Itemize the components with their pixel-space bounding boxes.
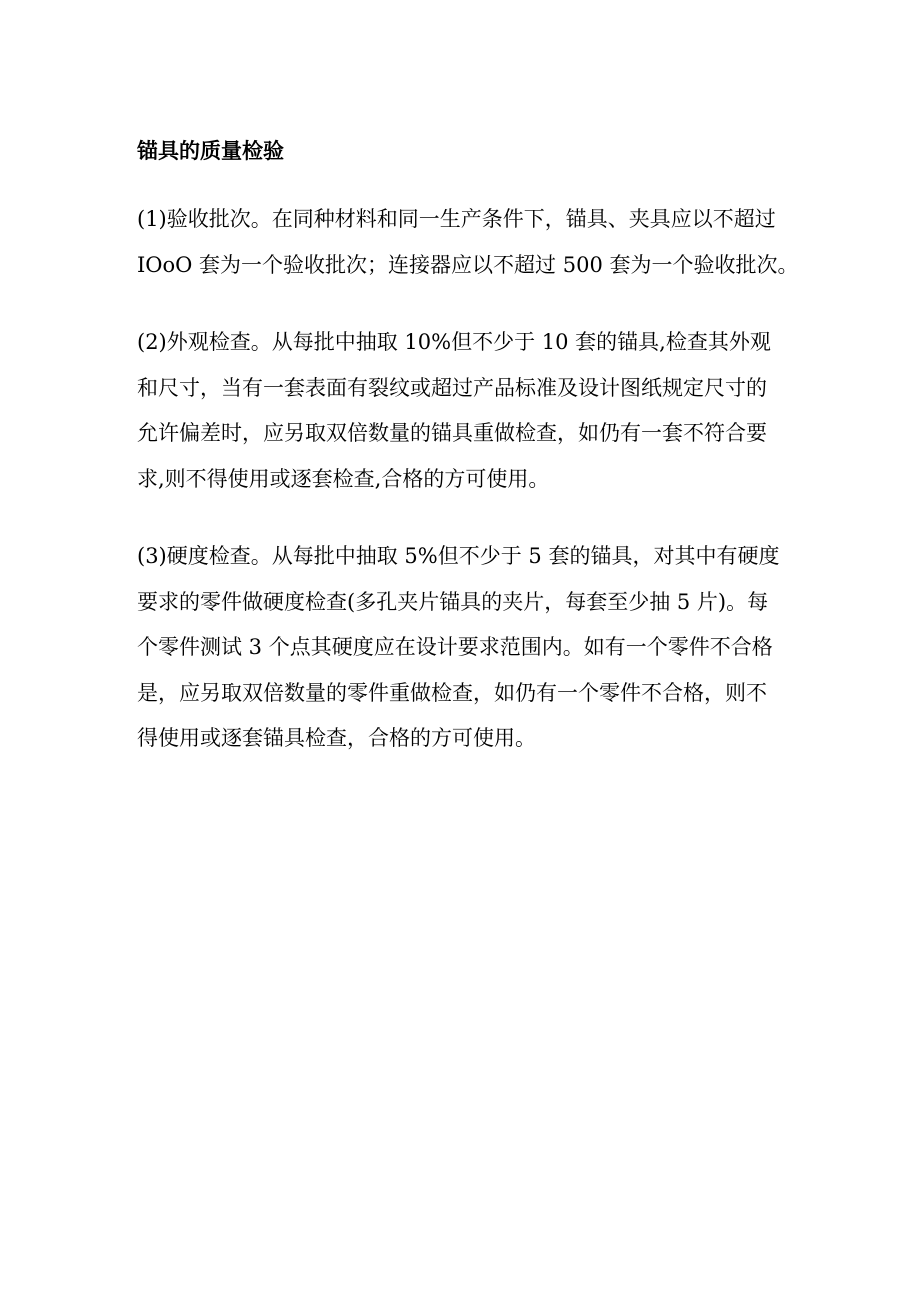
paragraph-line: IOoO 套为一个验收批次；连接器应以不超过 500 套为一个验收批次。	[137, 252, 799, 277]
paragraph-line: 得使用或逐套锚具检查，合格的方可使用。	[137, 726, 536, 750]
paragraph-line: 和尺寸，当有一套表面有裂纹或超过产品标准及设计图纸规定尺寸的	[137, 375, 767, 400]
paragraph-line: 求,则不得使用或逐套检查,合格的方可使用。	[137, 466, 550, 491]
paragraph-line: 允许偏差时，应另取双倍数量的锚具重做检查，如仍有一套不符合要	[137, 421, 767, 445]
paragraph-line: 要求的零件做硬度检查(多孔夹片锚具的夹片，每套至少抽 5 片)。每	[137, 589, 769, 614]
paragraph-line: (2)外观检查。从每批中抽取 10%但不少于 10 套的锚具,检查其外观	[137, 330, 771, 354]
paragraph-line: (3)硬度检查。从每批中抽取 5%但不少于 5 套的锚具，对其中有硬度	[137, 544, 780, 568]
paragraph-hardness-check	[137, 534, 797, 762]
paragraph-line: (1)验收批次。在同种材料和同一生产条件下，锚具、夹具应以不超过	[137, 207, 776, 231]
document-title: 锚具的质量检验	[137, 139, 284, 163]
paragraph-acceptance-batch	[137, 197, 797, 288]
paragraph-line: 个零件测试 3 个点其硬度应在设计要求范围内。如有一个零件不合格	[137, 635, 773, 659]
paragraph-line: 是，应另取双倍数量的零件重做检查，如仍有一个零件不合格，则不	[137, 680, 767, 705]
paragraph-appearance-check	[137, 320, 797, 502]
